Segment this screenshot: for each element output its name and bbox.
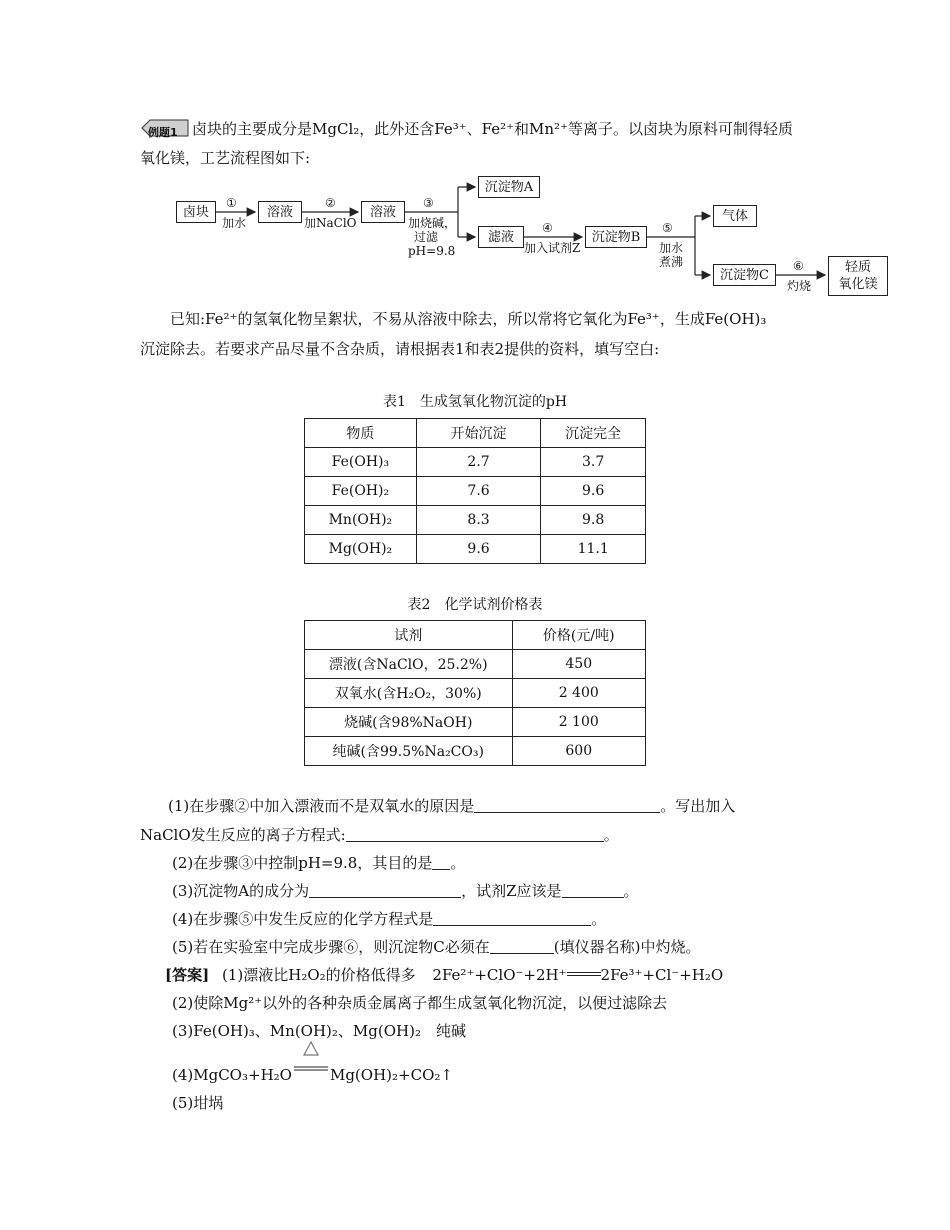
question-1-line-2: NaClO发生反应的离子方程式: 。 <box>140 826 619 844</box>
table-cell: Fe(OH)₂ <box>305 477 417 506</box>
product-line-2: 氧化镁 <box>838 277 878 292</box>
answer-blank-1[interactable] <box>474 798 660 813</box>
step-4-number: ④ <box>542 221 553 235</box>
answer-blank-6[interactable] <box>433 911 591 926</box>
table-cell: Mg(OH)₂ <box>305 535 417 564</box>
table-cell: 2.7 <box>416 448 541 477</box>
table-row <box>305 477 646 506</box>
table2-header-cell: 试剂 <box>305 621 513 650</box>
table-cell: 2 100 <box>512 708 646 737</box>
step-5-label-2: 煮沸 <box>659 255 684 269</box>
question-3: (3)沉淀物A的成分为 ，试剂Z应该是 。 <box>172 882 639 900</box>
table-row <box>305 535 646 564</box>
answer-blank-3[interactable] <box>432 855 450 870</box>
answer-2: (2)使除Mg²⁺以外的各种杂质金属离子都生成氢氧化物沉淀，以便过滤除去 <box>172 994 668 1012</box>
answer-blank-2[interactable] <box>346 827 604 842</box>
table-cell: 漂液(含NaClO，25.2%) <box>305 650 513 679</box>
step-1-number: ① <box>226 196 237 210</box>
question-1-line-1: (1)在步骤②中加入漂液而不是双氧水的原因是 。写出加入 <box>168 797 736 815</box>
step-5-number: ⑤ <box>662 221 673 235</box>
table-cell: Fe(OH)₃ <box>305 448 417 477</box>
step-3-number: ③ <box>423 196 434 210</box>
table-cell: 纯碱(含99.5%Na₂CO₃) <box>305 737 513 766</box>
answer-tag: [答案] <box>165 966 210 984</box>
table2-caption: 表2 化学试剂价格表 <box>407 597 543 613</box>
question-4: (4)在步骤⑤中发生反应的化学方程式是 。 <box>172 910 607 928</box>
table-cell: 2 400 <box>512 679 646 708</box>
answer-1: [答案] (1)漂液比H₂O₂的价格低得多 2Fe²⁺+ClO⁻+2H⁺ 2Fe³⁺+Cl⁻+H₂O <box>165 966 724 984</box>
intro-text-1: 卤块的主要成分是MgCl₂，此外还含Fe³⁺、Fe²⁺和Mn²⁺等离子。以卤块为原料可制得轻质 <box>192 120 793 138</box>
flow-box-filtrate: 滤液 <box>478 226 524 248</box>
known-line-2: 沉淀除去。若要求产品尽量不含杂质，请根据表1和表2提供的资料，填写空白: <box>140 340 660 358</box>
table-row <box>305 506 646 535</box>
question-2: (2)在步骤③中控制pH=9.8，其目的是 。 <box>172 854 466 872</box>
table-cell: 烧碱(含98%NaOH) <box>305 708 513 737</box>
heat-equals-sign-icon <box>292 1067 330 1081</box>
table-cell: 11.1 <box>541 535 646 564</box>
flow-box-lukuai: 卤块 <box>176 201 216 223</box>
table2-header-cell: 价格(元/吨) <box>512 621 646 650</box>
answer-3: (3)Fe(OH)₃、Mn(OH)₂、Mg(OH)₂ 纯碱 <box>172 1022 466 1040</box>
step-2-number: ② <box>325 196 336 210</box>
table-cell: 8.3 <box>416 506 541 535</box>
known-line-1: 已知:Fe²⁺的氢氧化物呈絮状，不易从溶液中除去，所以常将它氧化为Fe³⁺，生成Fe(OH)₃ <box>170 310 767 328</box>
step-6-label: 灼烧 <box>787 279 812 293</box>
table-cell: 600 <box>512 737 646 766</box>
badge-label: 例题1 <box>148 126 178 139</box>
table-cell: 9.6 <box>541 477 646 506</box>
answer-blank-5[interactable] <box>562 883 624 898</box>
table-cell: 450 <box>512 650 646 679</box>
table-cell: 9.8 <box>541 506 646 535</box>
step-2-label: 加NaClO <box>304 216 357 230</box>
table-row <box>305 679 646 708</box>
table1-header-cell: 沉淀完全 <box>541 419 646 448</box>
equals-sign-icon <box>567 972 601 976</box>
answer-5: (5)坩埚 <box>172 1094 224 1112</box>
step-3-label-2: 过滤 <box>414 230 439 244</box>
step-3-label-3: pH=9.8 <box>408 244 456 258</box>
table1-header-cell: 开始沉淀 <box>416 419 541 448</box>
product-line-1: 轻质 <box>844 260 871 275</box>
intro-line-1 <box>140 116 820 143</box>
flow-box-precipitate-c: 沉淀物C <box>713 264 776 286</box>
table1-caption: 表1 生成氢氧化物沉淀的pH <box>382 394 568 410</box>
table-cell: 9.6 <box>416 535 541 564</box>
flow-box-gas: 气体 <box>713 205 757 227</box>
step-6-number: ⑥ <box>793 259 804 273</box>
flow-box-solution-2: 溶液 <box>361 201 405 223</box>
intro-line-2: 氧化镁，工艺流程图如下: <box>140 149 311 167</box>
example-badge <box>140 118 190 138</box>
step-1-label: 加水 <box>222 216 247 230</box>
table2-prices <box>304 620 646 766</box>
table1-ph <box>304 418 646 564</box>
table-row <box>305 448 646 477</box>
table2-header-row <box>305 621 646 650</box>
step-5-label-1: 加水 <box>659 241 684 255</box>
table1-header-cell: 物质 <box>305 419 417 448</box>
flow-box-product <box>828 256 888 296</box>
table1-header-row <box>305 419 646 448</box>
step-4-label: 加入试剂Z <box>524 241 581 255</box>
table-row <box>305 737 646 766</box>
answer-blank-7[interactable] <box>490 939 554 954</box>
flow-box-solution-1: 溶液 <box>258 201 302 223</box>
table-cell: 7.6 <box>416 477 541 506</box>
table-cell: 双氧水(含H₂O₂，30%) <box>305 679 513 708</box>
table-row <box>305 708 646 737</box>
flow-box-precipitate-a: 沉淀物A <box>478 176 540 198</box>
table-cell: 3.7 <box>541 448 646 477</box>
question-5: (5)若在实验室中完成步骤⑥，则沉淀物C必须在 (填仪器名称)中灼烧。 <box>172 938 701 956</box>
flow-box-precipitate-b: 沉淀物B <box>585 226 647 248</box>
answer-4: (4)MgCO₃+H₂O Mg(OH)₂+CO₂↑ <box>172 1064 453 1086</box>
answer-blank-4[interactable] <box>309 883 461 898</box>
table-row <box>305 650 646 679</box>
table-cell: Mn(OH)₂ <box>305 506 417 535</box>
step-3-label-1: 加烧碱， <box>408 216 457 230</box>
